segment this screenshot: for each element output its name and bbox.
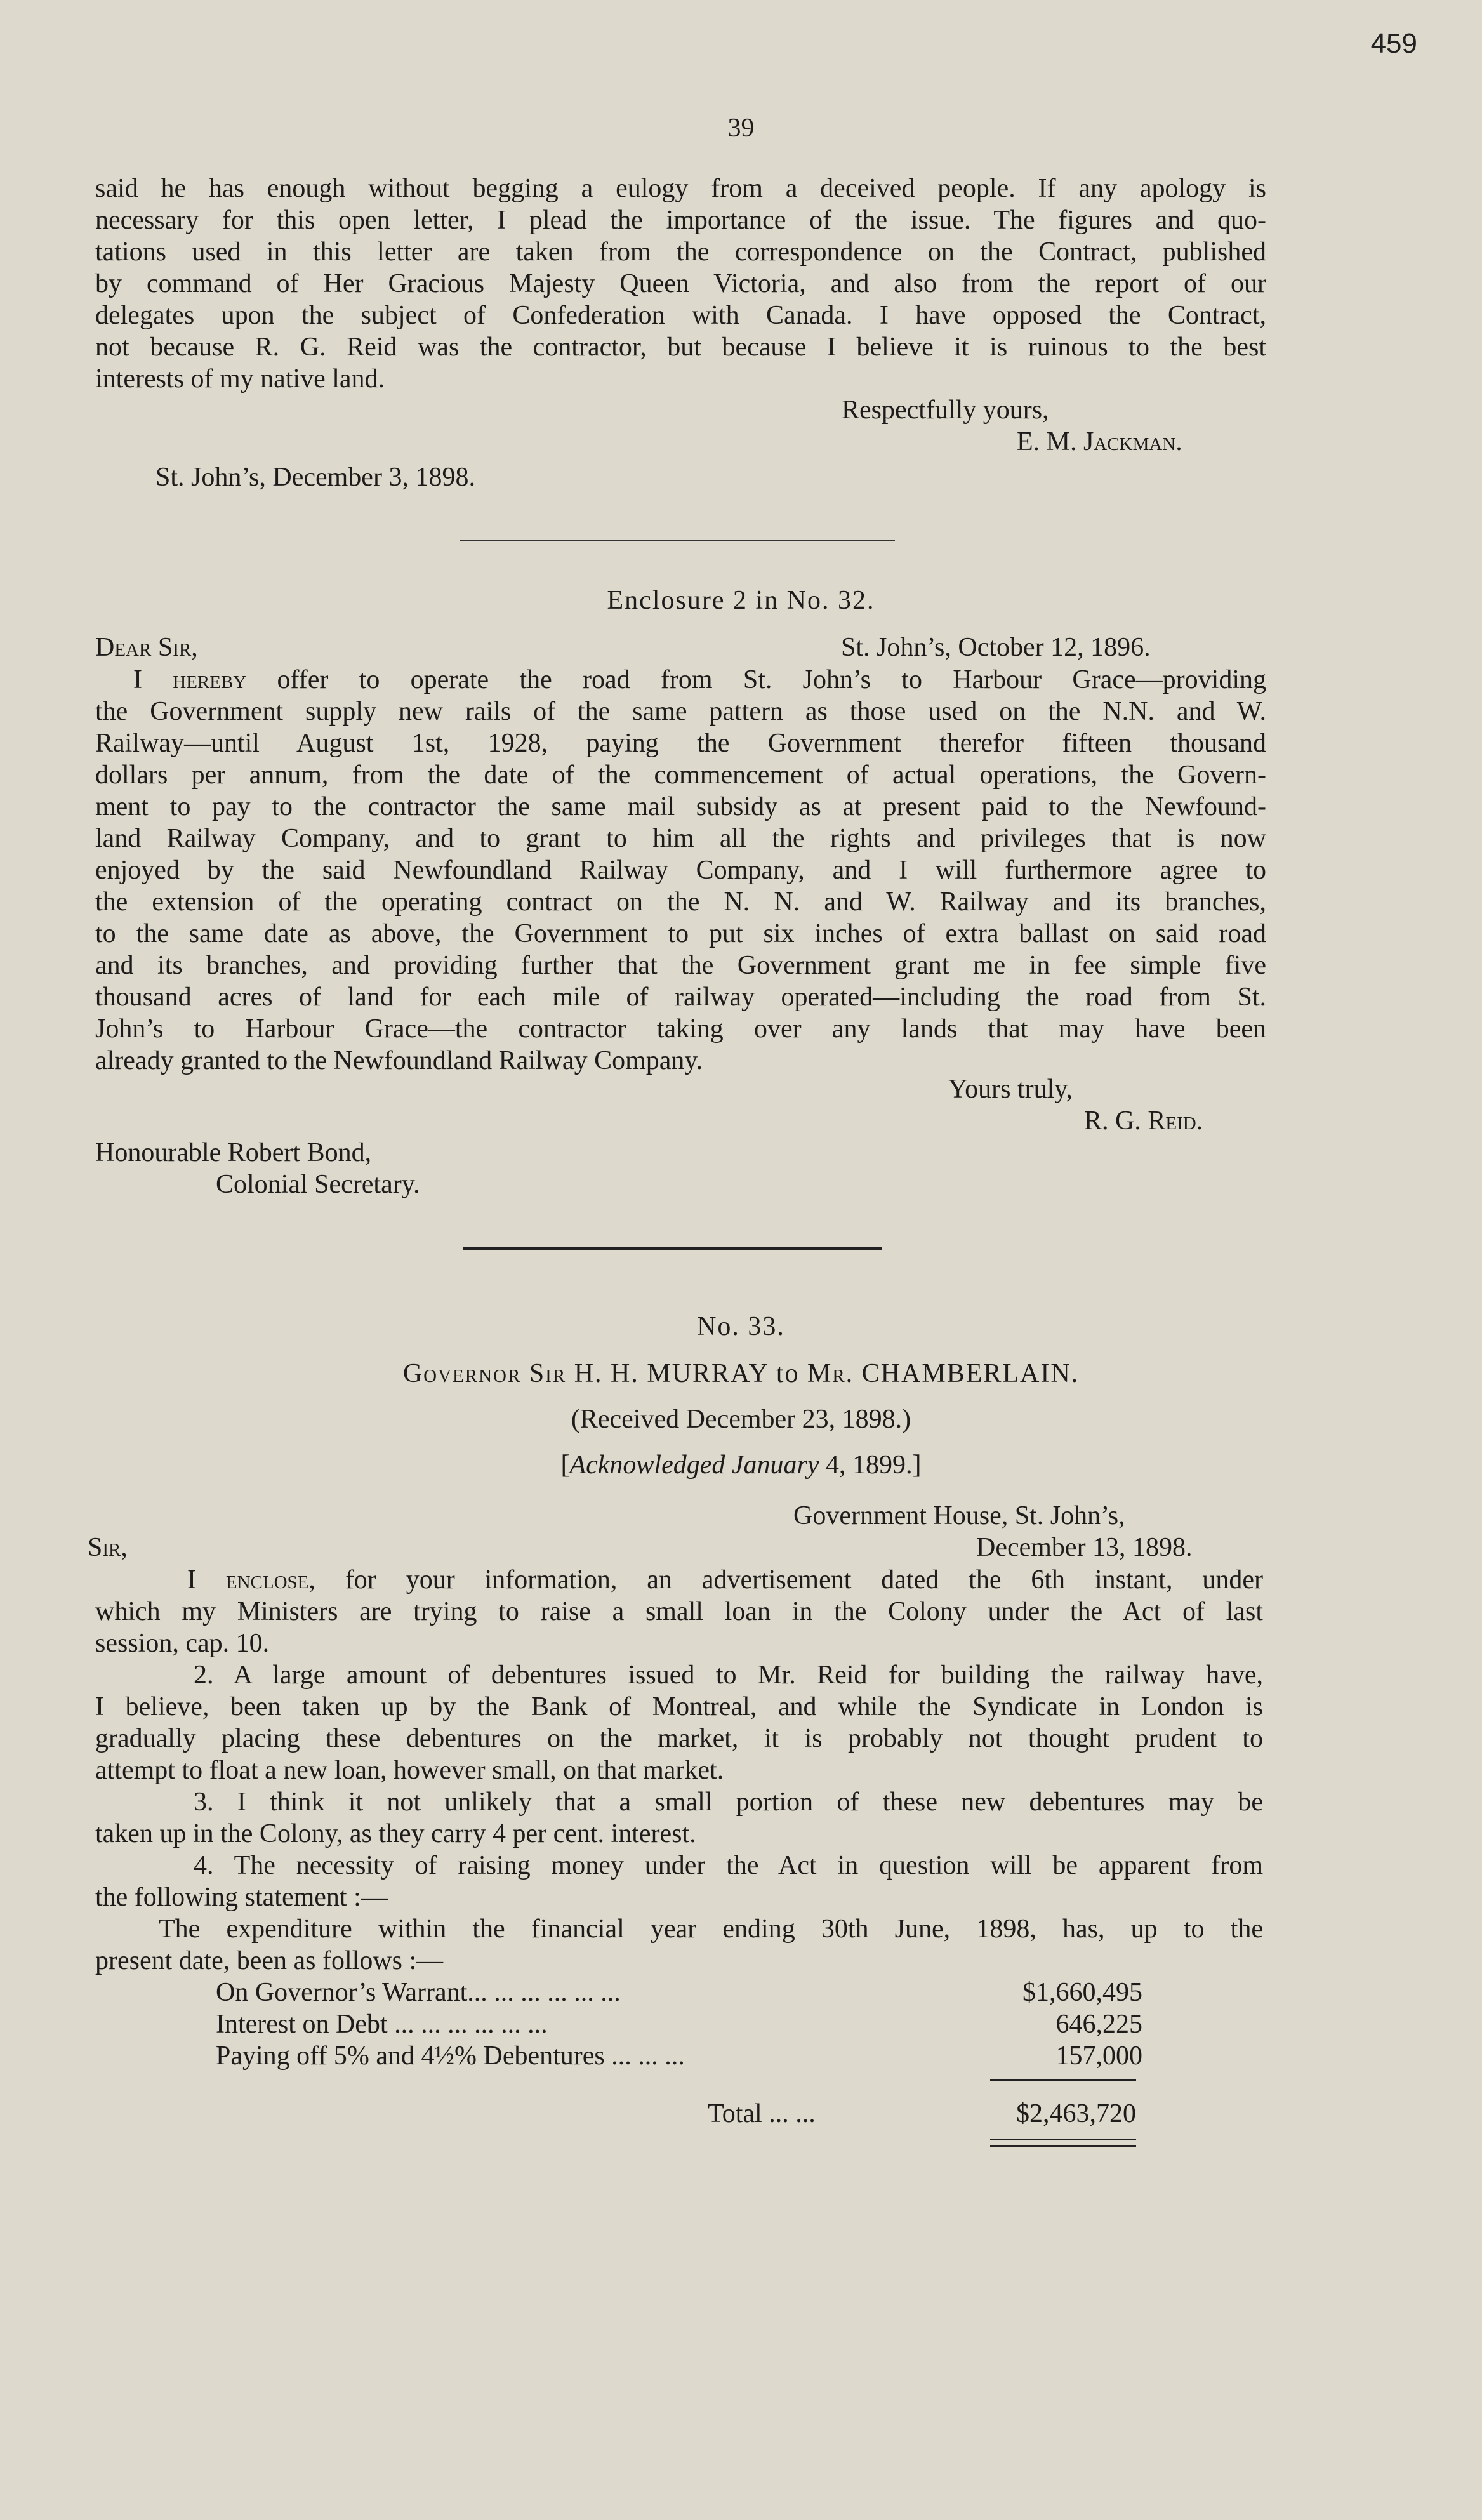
row-label: Paying off 5% and 4½% Debentures ... ... ... [216, 2041, 685, 2071]
text-line: enjoyed by the said Newfoundland Railway Company, and I will furthermore agree to [95, 856, 1266, 885]
text-line [95, 664, 1266, 696]
signature: R. G. Reid. [1084, 1106, 1203, 1136]
addressee-title: Colonial Secretary. [216, 1170, 420, 1199]
lead-word: I enclose, [187, 1565, 315, 1595]
total-double-rule-top [990, 2139, 1136, 2140]
text-line: the following statement :— [95, 1883, 388, 1912]
row-label: Interest on Debt ... ... ... ... ... ... [216, 2010, 548, 2039]
document-number: No. 33. [697, 1312, 785, 1341]
text-line: said he has enough without begging a eulogy from a deceived people. If any apology is [95, 174, 1266, 203]
text-line: 4. The necessity of raising money under the Act in question will be apparent from [194, 1851, 1263, 1880]
total-double-rule-bottom [990, 2145, 1136, 2147]
text-line: by command of Her Gracious Majesty Queen Victoria, and also from the report of our [95, 269, 1266, 298]
text-line: Railway—until August 1st, 1928, paying the Government therefor fifteen thousand [95, 729, 1266, 758]
enclosure-heading: Enclosure 2 in No. 32. [607, 586, 875, 615]
text-line: I believe, been taken up by the Bank of Montreal, and while the Syndicate in London is [95, 1692, 1263, 1721]
text-line: which my Ministers are trying to raise a small loan in the Colony under the Act of last [95, 1597, 1263, 1626]
text-line: ment to pay to the contractor the same mail subsidy as at present paid to the Newfound- [95, 792, 1266, 821]
letter-date: December 13, 1898. [976, 1533, 1193, 1562]
table-row [216, 2008, 1142, 2040]
acknowledged-italic: Acknowledged January [569, 1450, 819, 1480]
page-number: 459 [1370, 28, 1417, 59]
title-prefix: Governor Sir [402, 1359, 567, 1388]
addressee-name: Honourable Robert Bond, [95, 1138, 372, 1167]
text-line: 2. A large amount of debentures issued to Mr. Reid for building the railway have, [194, 1661, 1263, 1690]
acknowledged-date: [Acknowledged January 4, 1899.] [560, 1450, 922, 1480]
jackman-letter-body [95, 173, 1266, 395]
acknowledged-rest: 4, 1899. [826, 1450, 913, 1480]
subtotal-rule [990, 2079, 1136, 2081]
folio-number: 39 [727, 114, 755, 143]
text-line: to the same date as above, the Government to put six inches of extra ballast on said road [95, 919, 1266, 948]
title-governor: H. H. MURRAY [574, 1359, 769, 1388]
total-label: Total ... ... [708, 2099, 816, 2128]
text-line: gradually placing these debentures on the market, it is probably not thought prudent to [95, 1724, 1263, 1753]
valediction: Respectfully yours, [842, 395, 1049, 425]
total-value: $2,463,720 [1016, 2099, 1136, 2128]
sender-address: Government House, St. John’s, [793, 1501, 1125, 1530]
signature: E. M. Jackman. [1017, 427, 1182, 456]
text-line: taken up in the Colony, as they carry 4 per cent. interest. [95, 1819, 696, 1848]
title-to: to [776, 1359, 800, 1388]
received-date: (Received December 23, 1898.) [571, 1405, 911, 1434]
document-title [0, 1358, 1482, 1389]
enclosure-letter-body [95, 664, 1266, 1077]
text-line: thousand acres of land for each mile of railway operated—including the road from St. [95, 983, 1266, 1012]
text-line: and its branches, and providing further that the Government grant me in fee simple five [95, 951, 1266, 980]
title-mr: Mr. [807, 1359, 854, 1388]
row-value: 157,000 [1055, 2041, 1142, 2071]
text-line: not because R. G. Reid was the contractor, but because I believe it is ruinous to the best [95, 333, 1266, 362]
row-value: $1,660,495 [1022, 1978, 1142, 2007]
expenditure-table [216, 1977, 1142, 2072]
section-divider [463, 1247, 882, 1250]
row-label: On Governor’s Warrant... ... ... ... ... ... [216, 1978, 621, 2007]
text-line: the extension of the operating contract on the N. N. and W. Railway and its branches, [95, 887, 1266, 917]
text-line: already granted to the Newfoundland Railway Company. [95, 1046, 703, 1075]
section-divider [460, 540, 895, 541]
text-line: land Railway Company, and to grant to him all the rights and privileges that is now [95, 824, 1266, 853]
text-span: for your information, an advertisement dated the 6th instant, under [345, 1565, 1263, 1595]
text-line: The expenditure within the financial year ending 30th June, 1898, has, up to the [159, 1914, 1263, 1944]
text-line: John’s to Harbour Grace—the contractor taking over any lands that may have been [95, 1014, 1266, 1044]
table-row [216, 1977, 1142, 2008]
valediction: Yours truly, [948, 1075, 1073, 1104]
text-line: 3. I think it not unlikely that a small portion of these new debentures may be [194, 1787, 1263, 1817]
salutation: Sir, [88, 1533, 128, 1562]
text-line: interests of my native land. [95, 364, 385, 394]
salutation: Dear Sir, [95, 633, 198, 662]
title-recipient: CHAMBERLAIN. [861, 1359, 1080, 1388]
text-line: present date, been as follows :— [95, 1946, 444, 1975]
text-span: offer to operate the road from St. John’s to Harbour Grace—providing [277, 665, 1266, 694]
letter-date: St. John’s, October 12, 1896. [841, 633, 1151, 662]
place-date: St. John’s, December 3, 1898. [155, 463, 475, 492]
text-line: attempt to float a new loan, however small, on that market. [95, 1756, 724, 1785]
text-line: necessary for this open letter, I plead the importance of the issue. The figures and quo- [95, 206, 1266, 235]
text-line: the Government supply new rails of the same pattern as those used on the N.N. and W. [95, 697, 1266, 726]
text-line: tations used in this letter are taken from the correspondence on the Contract, published [95, 237, 1266, 267]
text-line: delegates upon the subject of Confederation with Canada. I have opposed the Contract, [95, 301, 1266, 330]
lead-word: I hereby [133, 665, 247, 694]
text-line: session, cap. 10. [95, 1629, 270, 1658]
row-value: 646,225 [1055, 2010, 1142, 2039]
text-line [95, 1564, 1263, 1596]
despatch-body [95, 1564, 1263, 1977]
text-line: dollars per annum, from the date of the commencement of actual operations, the Govern- [95, 760, 1266, 790]
table-row [216, 2040, 1142, 2072]
